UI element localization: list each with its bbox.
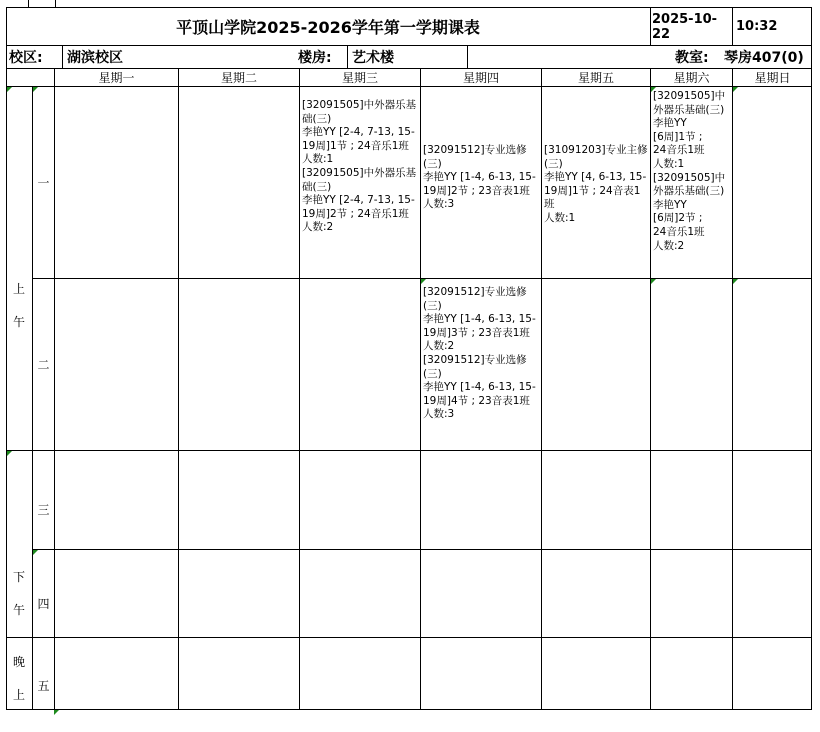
section-morning-char: 上 [12, 282, 25, 296]
grid-line [6, 86, 812, 87]
cell-marker [651, 279, 656, 284]
cell-marker [7, 451, 12, 456]
cell-marker [7, 87, 12, 92]
section-afternoon-char: 午 [12, 603, 25, 617]
section-morning [6, 270, 32, 340]
info-divider [62, 45, 63, 69]
day-header-mon: 星期一 [98, 70, 135, 85]
section-afternoon [6, 558, 32, 628]
course-cell-p2-thu: [32091512]专业选修(三) 李艳YY [1-4, 6-13, 15-19周]3节 ; 23音表1班 人数:2 [32091512]专业选修(三) 李艳YY [1-4, 6-13, 15-19周]4节 ; 23音表1班 人数:3 [423, 286, 536, 421]
day-header-thu: 星期四 [462, 70, 499, 85]
info-divider [467, 45, 468, 69]
grid-line [6, 450, 812, 451]
header-divider [650, 7, 651, 46]
print-time: 10:32 [736, 19, 778, 34]
course-cell-p1-sat: [32091505]中外器乐基础(三) 李艳YY [6周]1节 ; 24音乐1班 人数:1 [32091505]中外器乐基础(三) 李艳YY [6周]2节 ; 24音乐1班 人数:2 [653, 90, 726, 252]
day-header-wed: 星期三 [341, 70, 378, 85]
day-header-sun: 星期日 [754, 70, 791, 85]
day-header-sat: 星期六 [673, 70, 710, 85]
course-cell-p1-fri: [31091203]专业主修(三) 李艳YY [4, 6-13, 15-19周]1节 ; 24音表1班 人数:1 [544, 144, 648, 224]
day-header-tue: 星期二 [220, 70, 257, 85]
info-divider [347, 45, 348, 69]
page-title: 平顶山学院2025-2026学年第一学期课表 [176, 18, 480, 37]
room-label: 教室: [675, 50, 709, 66]
period-3-label: 三 [37, 502, 50, 517]
room-value: 琴房407(0) [724, 50, 804, 66]
section-afternoon-char: 下 [12, 570, 25, 584]
section-evening-char: 晚 [12, 655, 25, 669]
header-divider [732, 7, 733, 46]
cell-marker [54, 710, 59, 715]
period-5-label: 五 [37, 678, 50, 693]
section-morning-char: 午 [12, 315, 25, 329]
grid-line [54, 68, 55, 710]
campus-label: 校区: [9, 50, 43, 66]
period-2-label: 二 [37, 358, 50, 372]
day-header-fri: 星期五 [577, 70, 614, 85]
cell-marker [733, 279, 738, 284]
print-date: 2025-10-22 [652, 11, 718, 42]
course-cell-p1-thu: [32091512]专业选修(三) 李艳YY [1-4, 6-13, 15-19周]2节 ; 23音表1班 人数:3 [423, 144, 536, 211]
period-1-label: 一 [37, 176, 50, 190]
course-cell-p1-wed: [32091505]中外器乐基础(三) 李艳YY [2-4, 7-13, 15-19周]1节 ; 24音乐1班 人数:1 [32091505]中外器乐基础(三) 李艳YY [2-4, 7-13, 15-19周]2节 ; 24音乐1班 人数:2 [302, 99, 417, 234]
building-value: 艺术楼 [352, 50, 394, 66]
section-evening-char: 上 [12, 688, 25, 702]
campus-value: 湖滨校区 [67, 50, 123, 66]
grid-line [6, 637, 812, 638]
top-divider [55, 0, 56, 7]
period-4-label: 四 [37, 596, 50, 611]
grid-line [178, 68, 179, 710]
section-evening [6, 644, 32, 712]
building-label: 楼房: [298, 50, 332, 66]
grid-line [32, 549, 812, 550]
grid-line [732, 68, 733, 710]
top-divider [28, 0, 29, 7]
cell-marker [733, 87, 738, 92]
